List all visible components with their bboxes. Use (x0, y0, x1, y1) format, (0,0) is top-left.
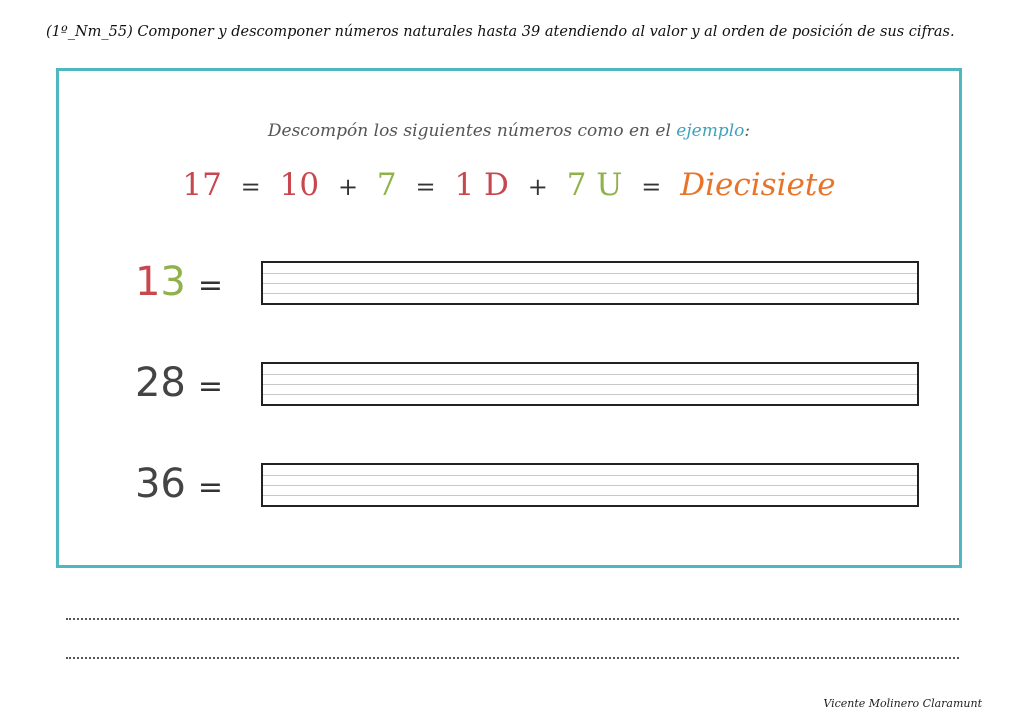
exercise-number (135, 259, 223, 305)
example-plus-2: + (527, 173, 548, 201)
exercise-row-13 (59, 257, 959, 309)
example-number: 17 (182, 167, 222, 203)
example-equals-2: = (415, 173, 436, 201)
exercise-number-text: 36 (134, 461, 186, 507)
example-units-label: 7 U (566, 167, 623, 203)
instruction-before: Descompón los siguientes números como en el (267, 121, 677, 141)
example-number-word: Diecisiete (680, 167, 836, 203)
exercise-number (135, 360, 223, 406)
exercise-number-text: 28 (134, 360, 186, 406)
exercise-equals: = (197, 470, 223, 505)
answer-box[interactable] (261, 362, 919, 406)
example-tens-value: 10 (279, 167, 320, 203)
instruction-keyword: ejemplo (676, 121, 745, 141)
worksheet-header: (1º_Nm_55) Componer y descomponer números naturales hasta 39 atendiendo al valor y al orden de posición de sus cifras. (46, 24, 955, 40)
dotted-answer-line[interactable] (66, 618, 959, 620)
answer-box[interactable] (261, 261, 919, 305)
author-credit: Vicente Molinero Claramunt (823, 697, 982, 710)
example-decomposition (59, 167, 959, 203)
exercise-units-digit: 3 (160, 259, 186, 305)
example-tens-label: 1 D (454, 167, 509, 203)
instruction-after: : (744, 121, 751, 141)
example-equals-3: = (641, 173, 662, 201)
dotted-answer-line[interactable] (66, 657, 959, 659)
instruction-text (59, 121, 959, 141)
exercise-row-28 (59, 358, 959, 410)
exercise-tens-digit: 1 (134, 259, 161, 305)
exercise-row-36 (59, 459, 959, 511)
example-units-value: 7 (376, 167, 397, 203)
answer-box[interactable] (261, 463, 919, 507)
exercise-number (135, 461, 223, 507)
exercise-equals: = (197, 268, 223, 303)
exercise-equals: = (197, 369, 223, 404)
exercise-frame (56, 68, 962, 568)
example-equals-1: = (240, 173, 261, 201)
example-plus-1: + (337, 173, 359, 201)
